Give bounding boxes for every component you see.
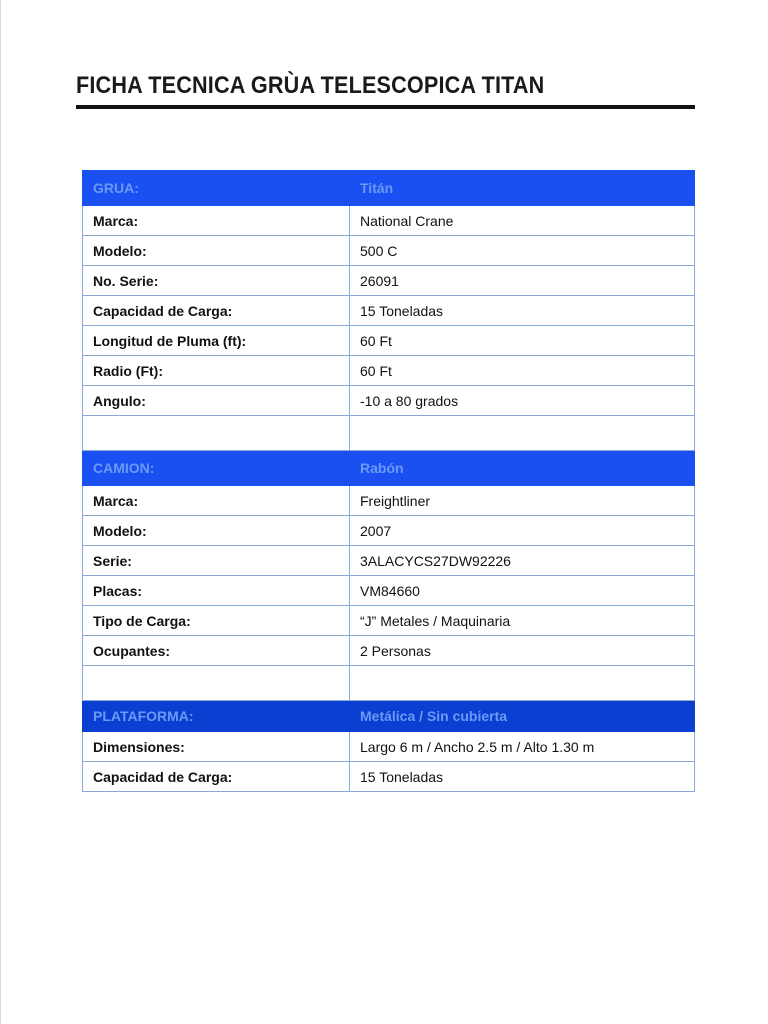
- row-value: 3ALACYCS27DW92226: [350, 546, 695, 576]
- row-value: 60 Ft: [350, 326, 695, 356]
- row-label: Angulo:: [83, 386, 350, 416]
- page-edge: [0, 0, 1, 1024]
- row-label: Capacidad de Carga:: [83, 296, 350, 326]
- row-label: Modelo:: [83, 236, 350, 266]
- section-header-camion: [83, 451, 695, 486]
- table-row: [83, 356, 695, 386]
- title-underline: [76, 105, 695, 109]
- section-header-plataforma: [83, 701, 695, 732]
- table-row: [83, 546, 695, 576]
- row-value: Freightliner: [350, 486, 695, 516]
- table-row: [83, 206, 695, 236]
- section-header-label: CAMION:: [83, 451, 350, 486]
- row-label: Capacidad de Carga:: [83, 762, 350, 792]
- row-value: 2 Personas: [350, 636, 695, 666]
- row-label: Radio (Ft):: [83, 356, 350, 386]
- row-label: Modelo:: [83, 516, 350, 546]
- table-row: [83, 266, 695, 296]
- section-header-value: Rabón: [350, 451, 695, 486]
- row-value: 26091: [350, 266, 695, 296]
- page-title: FICHA TECNICA GRÙA TELESCOPICA TITAN: [76, 72, 545, 99]
- row-label: Marca:: [83, 486, 350, 516]
- row-label: Marca:: [83, 206, 350, 236]
- row-value: -10 a 80 grados: [350, 386, 695, 416]
- table-row: [83, 326, 695, 356]
- row-value: 60 Ft: [350, 356, 695, 386]
- row-value: VM84660: [350, 576, 695, 606]
- row-value: National Crane: [350, 206, 695, 236]
- table-row: [83, 606, 695, 636]
- row-value: 15 Toneladas: [350, 296, 695, 326]
- table-row: [83, 296, 695, 326]
- section-header-grua: [83, 171, 695, 206]
- empty-cell: [350, 666, 695, 701]
- table-row: [83, 516, 695, 546]
- table-row: [83, 576, 695, 606]
- row-label: Longitud de Pluma (ft):: [83, 326, 350, 356]
- row-label: Placas:: [83, 576, 350, 606]
- section-header-value: Titán: [350, 171, 695, 206]
- row-label: Tipo de Carga:: [83, 606, 350, 636]
- row-value: 500 C: [350, 236, 695, 266]
- row-label: No. Serie:: [83, 266, 350, 296]
- empty-cell: [350, 416, 695, 451]
- spacer-row: [83, 416, 695, 451]
- section-header-value: Metálica / Sin cubierta: [350, 701, 695, 732]
- row-value: 2007: [350, 516, 695, 546]
- empty-cell: [83, 416, 350, 451]
- table-row: [83, 732, 695, 762]
- empty-cell: [83, 666, 350, 701]
- section-header-label: GRUA:: [83, 171, 350, 206]
- spacer-row: [83, 666, 695, 701]
- table-row: [83, 762, 695, 792]
- row-label: Ocupantes:: [83, 636, 350, 666]
- spec-table: [82, 170, 695, 792]
- row-value: 15 Toneladas: [350, 762, 695, 792]
- section-header-label: PLATAFORMA:: [83, 701, 350, 732]
- row-label: Serie:: [83, 546, 350, 576]
- row-label: Dimensiones:: [83, 732, 350, 762]
- row-value: “J” Metales / Maquinaria: [350, 606, 695, 636]
- table-row: [83, 236, 695, 266]
- table-row: [83, 636, 695, 666]
- table-row: [83, 486, 695, 516]
- row-value: Largo 6 m / Ancho 2.5 m / Alto 1.30 m: [350, 732, 695, 762]
- table-row: [83, 386, 695, 416]
